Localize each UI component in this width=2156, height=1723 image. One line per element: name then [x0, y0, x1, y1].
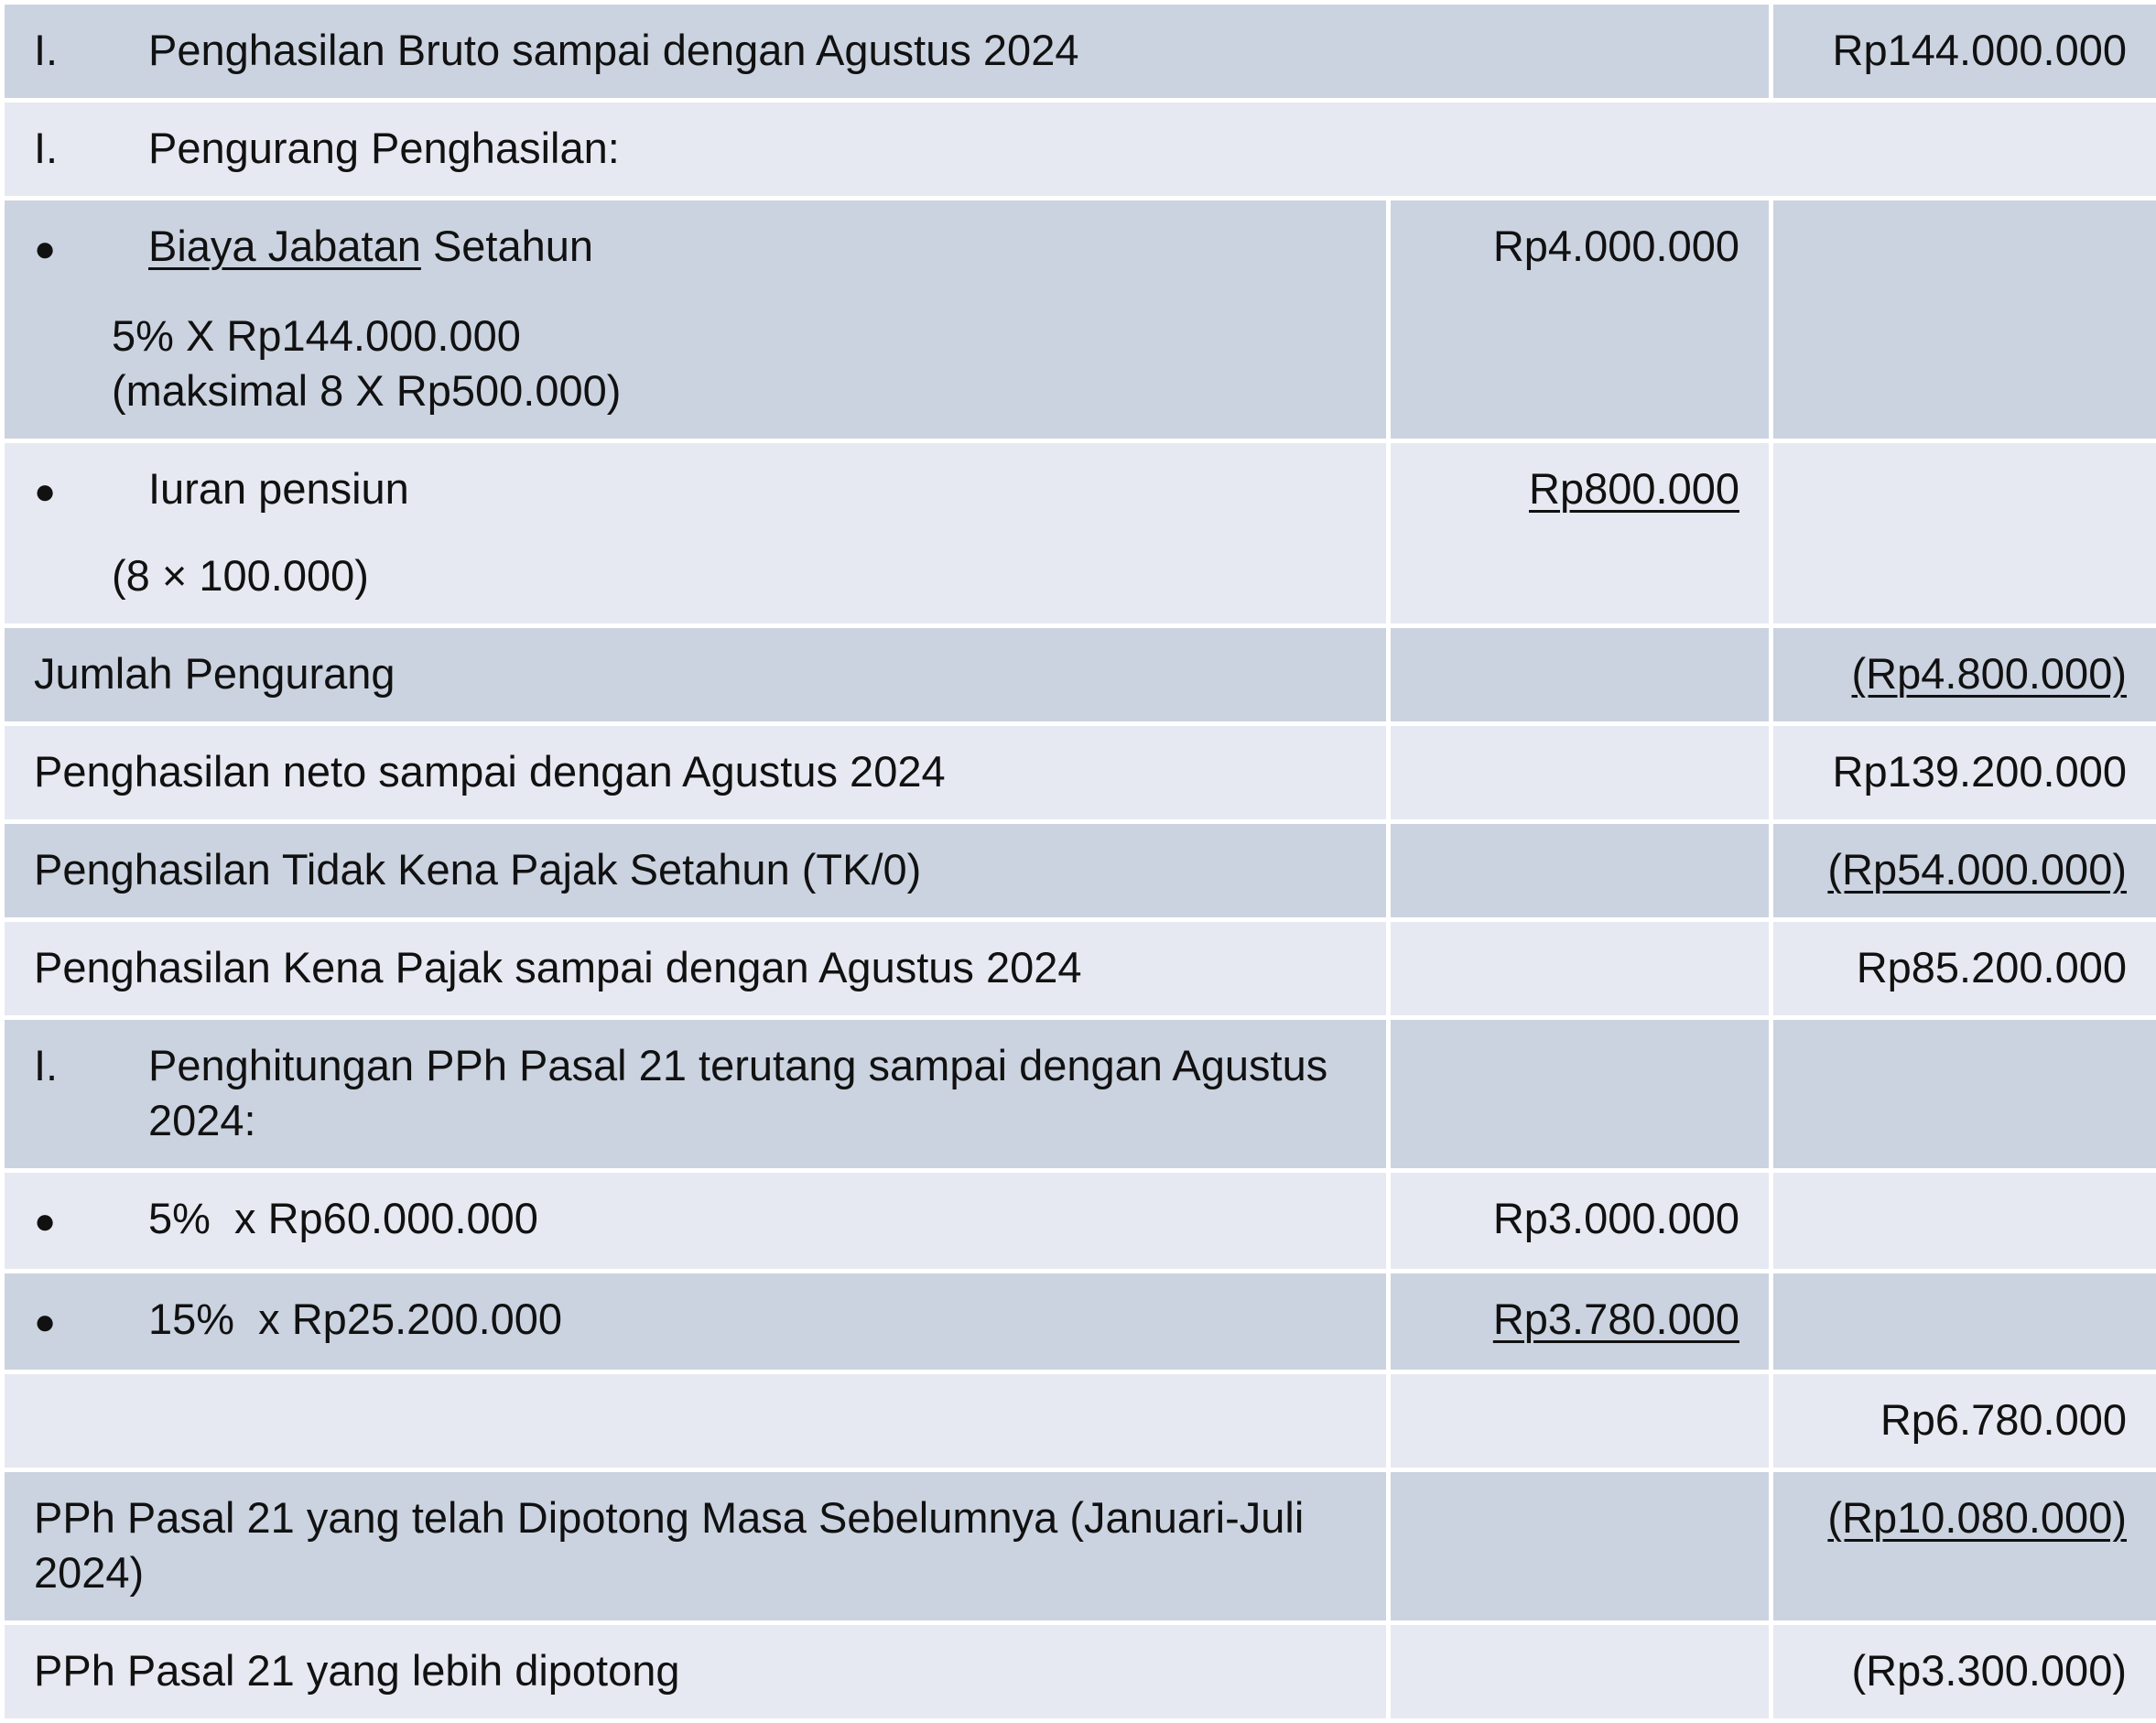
row-label: 5% x Rp60.000.000	[148, 1194, 538, 1242]
row-label: Pengurang Penghasilan:	[148, 124, 620, 172]
row-label-rest: Setahun	[420, 222, 594, 270]
row-label: Penghitungan PPh Pasal 21 terutang sampai dengan Agustus 2024:	[148, 1041, 1328, 1144]
cell-amount-empty	[1391, 1625, 1769, 1718]
cell-amount	[1391, 1273, 1769, 1370]
cell-label	[5, 443, 1386, 623]
cell-amount	[1391, 443, 1769, 623]
row-tarif-5	[5, 1173, 2156, 1269]
cell-label	[5, 1273, 1386, 1370]
cell-total	[1773, 5, 2156, 98]
cell-total	[1773, 1625, 2156, 1718]
row-penghasilan-neto	[5, 726, 2156, 819]
row-label: PPh Pasal 21 yang telah Dipotong Masa Sebelumnya (Januari-Juli 2024)	[34, 1493, 1305, 1597]
row-biaya-jabatan	[5, 200, 2156, 439]
cell-amount-empty	[1391, 726, 1769, 819]
cell-total-empty	[1773, 1273, 2156, 1370]
cell-total-empty	[1773, 200, 2156, 439]
cell-label	[5, 628, 1386, 721]
row-pkp	[5, 922, 2156, 1015]
bullet-icon: ●	[34, 229, 57, 269]
detail-line-2: (maksimal 8 X Rp500.000)	[112, 366, 622, 415]
detail-line-1: 5% X Rp144.000.000	[112, 311, 521, 360]
row-pph-total	[5, 1374, 2156, 1468]
bullet-icon: ●	[34, 1302, 57, 1342]
cell-amount-empty	[1391, 922, 1769, 1015]
row-pengurang-header	[5, 103, 2156, 196]
cell-amount-empty	[1391, 628, 1769, 721]
bullet-icon: ●	[34, 471, 57, 512]
cell-label-empty	[5, 1374, 1386, 1468]
cell-amount-empty	[1391, 1020, 1769, 1168]
cell-total	[1773, 726, 2156, 819]
cell-total	[1773, 1472, 2156, 1620]
section-marker: I.	[34, 1041, 59, 1089]
amount-value: Rp4.000.000	[1492, 222, 1739, 270]
row-label: 15% x Rp25.200.000	[148, 1295, 563, 1343]
cell-amount	[1391, 1173, 1769, 1269]
total-value: Rp6.780.000	[1880, 1395, 2127, 1444]
cell-total-empty	[1773, 1173, 2156, 1269]
cell-label	[5, 5, 1769, 98]
total-value: Rp144.000.000	[1832, 26, 2127, 74]
row-iuran-pensiun	[5, 443, 2156, 623]
hanging-label	[34, 1038, 1357, 1148]
row-label: Iuran pensiun	[148, 464, 409, 513]
cell-amount-empty	[1391, 824, 1769, 917]
row-tarif-15	[5, 1273, 2156, 1370]
cell-label	[5, 1472, 1386, 1620]
bullet-icon: ●	[34, 1201, 57, 1241]
total-value: Rp85.200.000	[1856, 943, 2127, 992]
amount-value: Rp3.000.000	[1492, 1194, 1739, 1242]
cell-label	[5, 922, 1386, 1015]
row-dipotong-sebelumnya	[5, 1472, 2156, 1620]
cell-amount	[1391, 200, 1769, 439]
cell-total	[1773, 824, 2156, 917]
cell-total	[1773, 922, 2156, 1015]
section-marker: I.	[34, 26, 59, 74]
total-value: (Rp10.080.000)	[1827, 1493, 2127, 1542]
row-jumlah-pengurang	[5, 628, 2156, 721]
cell-label	[5, 1173, 1386, 1269]
section-marker: I.	[34, 124, 59, 172]
row-label: PPh Pasal 21 yang lebih dipotong	[34, 1646, 680, 1695]
cell-total	[1773, 628, 2156, 721]
cell-label	[5, 200, 1386, 439]
cell-label	[5, 726, 1386, 819]
row-label: Jumlah Pengurang	[34, 649, 395, 698]
cell-total-empty	[1773, 443, 2156, 623]
row-detail: (8 × 100.000)	[112, 551, 369, 600]
row-label: Penghasilan Kena Pajak sampai dengan Agustus 2024	[34, 943, 1082, 992]
row-label: Penghasilan Tidak Kena Pajak Setahun (TK/0)	[34, 845, 922, 894]
total-value: (Rp3.300.000)	[1851, 1646, 2127, 1695]
cell-label	[5, 824, 1386, 917]
row-ptkp	[5, 824, 2156, 917]
row-detail	[34, 309, 1357, 418]
amount-value: Rp3.780.000	[1492, 1295, 1739, 1343]
cell-label	[5, 1020, 1386, 1168]
row-lebih-dipotong	[5, 1625, 2156, 1718]
total-value: Rp139.200.000	[1832, 747, 2127, 796]
row-pph-header	[5, 1020, 2156, 1168]
row-label: Penghasilan neto sampai dengan Agustus 2024	[34, 747, 946, 796]
cell-amount-empty	[1391, 1374, 1769, 1468]
row-label-underlined: Biaya Jabatan	[148, 222, 421, 270]
cell-total-empty	[1773, 1020, 2156, 1168]
cell-total	[1773, 1374, 2156, 1468]
row-penghasilan-bruto	[5, 5, 2156, 98]
row-label: Penghasilan Bruto sampai dengan Agustus 2024	[148, 26, 1079, 74]
cell-label	[5, 103, 2156, 196]
amount-value: Rp800.000	[1529, 464, 1739, 513]
total-value: (Rp54.000.000)	[1827, 845, 2127, 894]
total-value: (Rp4.800.000)	[1851, 649, 2127, 698]
cell-label	[5, 1625, 1386, 1718]
cell-amount-empty	[1391, 1472, 1769, 1620]
